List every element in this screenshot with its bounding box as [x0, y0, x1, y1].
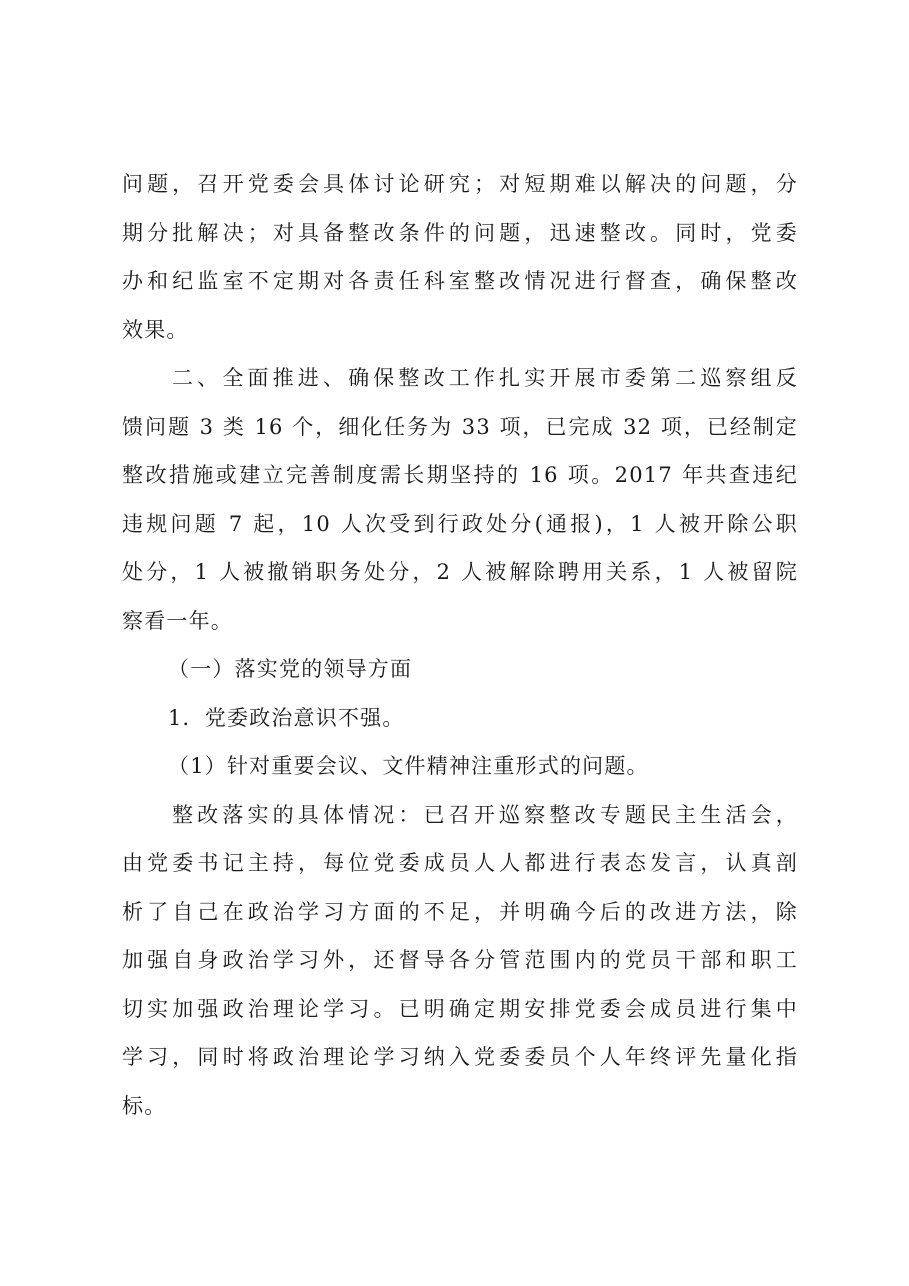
paragraph-3-line-6: 学习，同时将政治理论学习纳入党委委员个人年终评先量化指 [122, 1045, 798, 1069]
paragraph-3-line-3: 析了自己在政治学习方面的不足，并明确今后的改进方法，除 [122, 899, 798, 924]
paragraph-2-line-3: 整改措施或建立完善制度需长期坚持的 16 项。2017 年共查违纪 [122, 463, 798, 487]
paragraph-1-line-2: 期分批解决；对具备整改条件的问题，迅速整改。同时，党委 [122, 220, 798, 245]
paragraph-3-line-7: 标。 [122, 1093, 167, 1118]
paragraph-1-line-4: 效果。 [122, 317, 189, 342]
section-heading: （一）落实党的领导方面 [168, 657, 413, 681]
paragraph-1-line-1: 问题，召开党委会具体讨论研究；对短期难以解决的问题，分 [122, 172, 798, 196]
subitem-heading: （1）针对重要会议、文件精神注重形式的问题。 [168, 754, 649, 778]
item-heading: 1．党委政治意识不强。 [168, 705, 405, 730]
paragraph-3-line-4: 加强自身政治学习外，还督导各分管范围内的党员干部和职工 [122, 948, 798, 972]
paragraph-1-line-3: 办和纪监室不定期对各责任科室整改情况进行督查，确保整改 [122, 269, 798, 293]
paragraph-3-line-5: 切实加强政治理论学习。已明确定期安排党委会成员进行集中 [122, 996, 798, 1021]
paragraph-2-line-5: 处分，1 人被撤销职务处分，2 人被解除聘用关系，1 人被留院 [122, 560, 798, 584]
paragraph-2-line-6: 察看一年。 [122, 608, 233, 633]
paragraph-3-line-1: 整改落实的具体情况：已召开巡察整改专题民主生活会， [172, 802, 798, 827]
paragraph-2-line-1: 二、全面推进、确保整改工作扎实开展市委第二巡察组反 [172, 366, 798, 390]
document-body [122, 160, 798, 1130]
paragraph-3-line-2: 由党委书记主持，每位党委成员人人都进行表态发言，认真剖 [122, 851, 798, 875]
paragraph-2-line-4: 违规问题 7 起，10 人次受到行政处分(通报)，1 人被开除公职 [122, 511, 798, 536]
paragraph-2-line-2: 馈问题 3 类 16 个，细化任务为 33 项，已完成 32 项，已经制定 [122, 414, 798, 439]
